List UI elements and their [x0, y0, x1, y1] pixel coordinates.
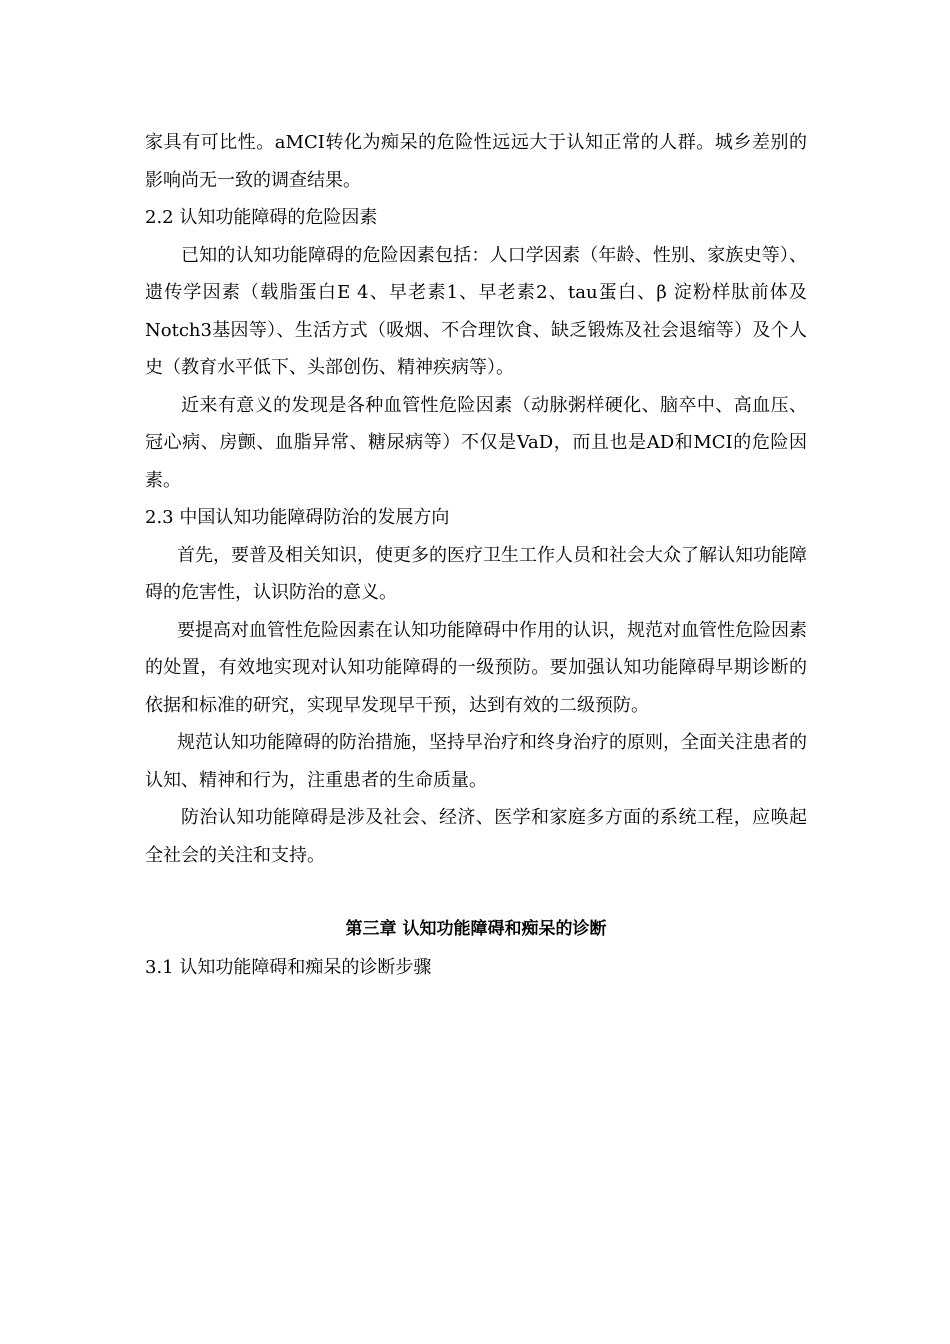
section-heading-3-1: 3.1 认知功能障碍和痴呆的诊断步骤	[145, 956, 432, 978]
paragraph-risk-factors: 已知的认知功能障碍的危险因素包括：人口学因素（年龄、性别、家族史等）、遗传学因素（载脂蛋白E 4、早老素1、早老素2、tau蛋白、β 淀粉样肽前体及Notch3基因等）、生活方式（吸烟、不合理饮食、缺乏锻炼及社会退缩等）及个人史（教育水平低下、头部创伤、精神疾病等）。	[145, 244, 807, 378]
paragraph-vascular-findings: 近来有意义的发现是各种血管性危险因素（动脉粥样硬化、脑卒中、高血压、冠心病、房颤、血脂异常、糖尿病等）不仅是VaD，而且也是AD和MCI的危险因素。	[145, 394, 807, 491]
section-heading-2-3: 2.3 中国认知功能障碍防治的发展方向	[145, 507, 450, 528]
paragraph-knowledge: 首先，要普及相关知识，使更多的医疗卫生工作人员和社会大众了解认知功能障碍的危害性，认识防治的意义。	[145, 544, 807, 603]
paragraph-prevention: 要提高对血管性危险因素在认知功能障碍中作用的认识，规范对血管性危险因素的处置，有效地实现对认知功能障碍的一级预防。要加强认知功能障碍早期诊断的依据和标准的研究，实现早发现早干预，达到有效的二级预防。	[145, 619, 807, 716]
paragraph-social-support: 防治认知功能障碍是涉及社会、经济、医学和家庭多方面的系统工程，应唤起全社会的关注和支持。	[145, 807, 807, 866]
section-heading-2-2: 2.2 认知功能障碍的危险因素	[145, 207, 378, 228]
chapter-title: 第三章 认知功能障碍和痴呆的诊断	[345, 919, 607, 939]
paragraph-continued: 家具有可比性。aMCI转化为痴呆的危险性远远大于认知正常的人群。城乡差别的影响尚无一致的调查结果。	[145, 132, 807, 191]
paragraph-treatment: 规范认知功能障碍的防治措施，坚持早治疗和终身治疗的原则，全面关注患者的认知、精神和行为，注重患者的生命质量。	[145, 732, 807, 791]
document-body	[145, 124, 807, 986]
